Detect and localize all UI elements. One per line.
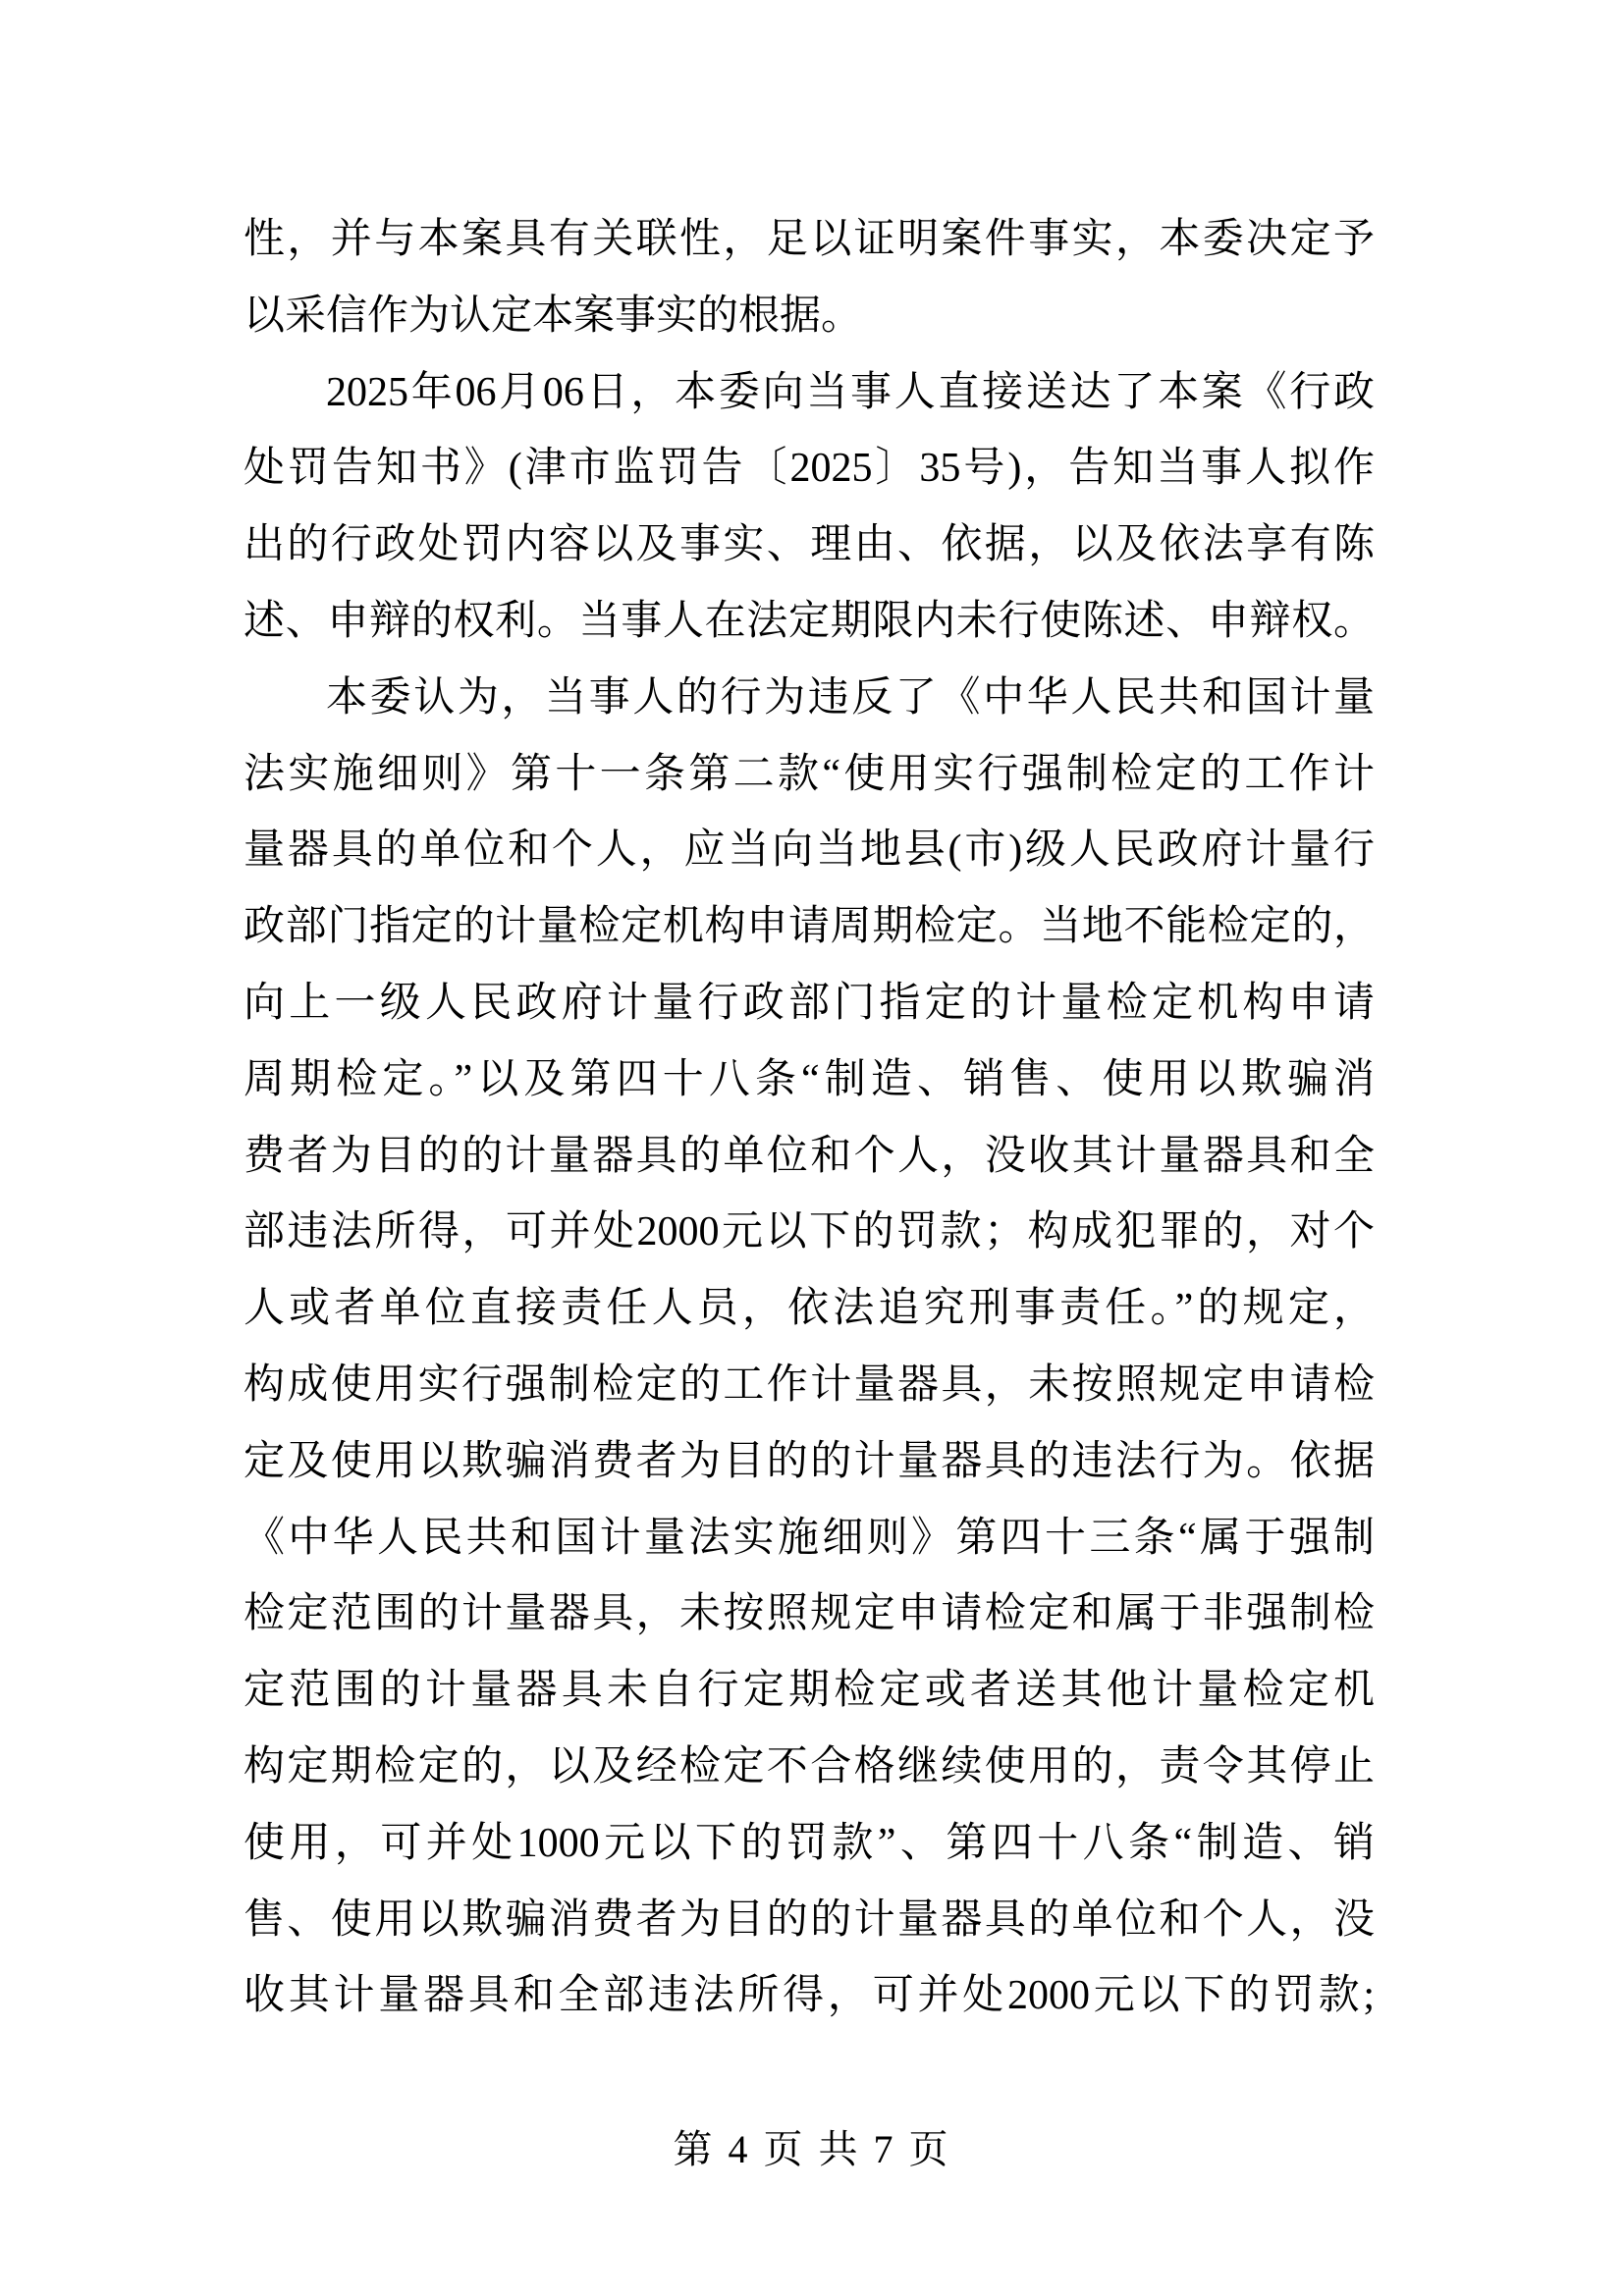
text-line: 售、使用以欺骗消费者为目的的计量器具的单位和个人，没: [244, 1896, 1375, 1943]
document-body: [244, 202, 1375, 2035]
text-line: 检定范围的计量器具，未按照规定申请检定和属于非强制检: [244, 1591, 1375, 1637]
text-line: 收其计量器具和全部违法所得，可并处2000元以下的罚款;: [244, 1973, 1375, 2019]
text-line: 构成使用实行强制检定的工作计量器具，未按照规定申请检: [244, 1362, 1375, 1408]
text-line: 费者为目的的计量器具的单位和个人，没收其计量器具和全: [244, 1133, 1375, 1179]
text-line: 2025年06月06日，本委向当事人直接送达了本案《行政: [326, 369, 1375, 415]
page-footer: [0, 2123, 1624, 2182]
text-line: 《中华人民共和国计量法实施细则》第四十三条“属于强制: [244, 1515, 1375, 1561]
text-line: 周期检定。”以及第四十八条“制造、销售、使用以欺骗消: [244, 1056, 1375, 1102]
text-line: 政部门指定的计量检定机构申请周期检定。当地不能检定的，: [244, 904, 1375, 950]
page-number: 第 4 页 共 7 页: [673, 2127, 951, 2171]
text-line: 部违法所得，可并处2000元以下的罚款；构成犯罪的，对个: [244, 1209, 1375, 1255]
text-line: 定范围的计量器具未自行定期检定或者送其他计量检定机: [244, 1668, 1375, 1714]
text-line: 定及使用以欺骗消费者为目的的计量器具的违法行为。依据: [244, 1438, 1375, 1484]
text-line: 量器具的单位和个人，应当向当地县(市)级人民政府计量行: [244, 828, 1375, 874]
text-line: 述、申辩的权利。当事人在法定期限内未行使陈述、申辩权。: [244, 598, 1375, 644]
text-line: 本委认为，当事人的行为违反了《中华人民共和国计量: [326, 674, 1375, 721]
text-line: 出的行政处罚内容以及事实、理由、依据，以及依法享有陈: [244, 522, 1375, 568]
text-line: 使用，可并处1000元以下的罚款”、第四十八条“制造、销: [244, 1820, 1375, 1866]
text-line: 以采信作为认定本案事实的根据。: [244, 293, 863, 339]
text-line: 向上一级人民政府计量行政部门指定的计量检定机构申请: [244, 980, 1375, 1026]
text-line: 法实施细则》第十一条第二款“使用实行强制检定的工作计: [244, 751, 1375, 797]
text-line: 处罚告知书》(津市监罚告〔2025〕35号)，告知当事人拟作: [244, 446, 1375, 492]
text-line: 性，并与本案具有关联性，足以证明案件事实，本委决定予: [244, 217, 1375, 262]
text-line: 构定期检定的，以及经检定不合格继续使用的，责令其停止: [244, 1743, 1375, 1789]
text-line: 人或者单位直接责任人员，依法追究刑事责任。”的规定，: [244, 1286, 1375, 1332]
